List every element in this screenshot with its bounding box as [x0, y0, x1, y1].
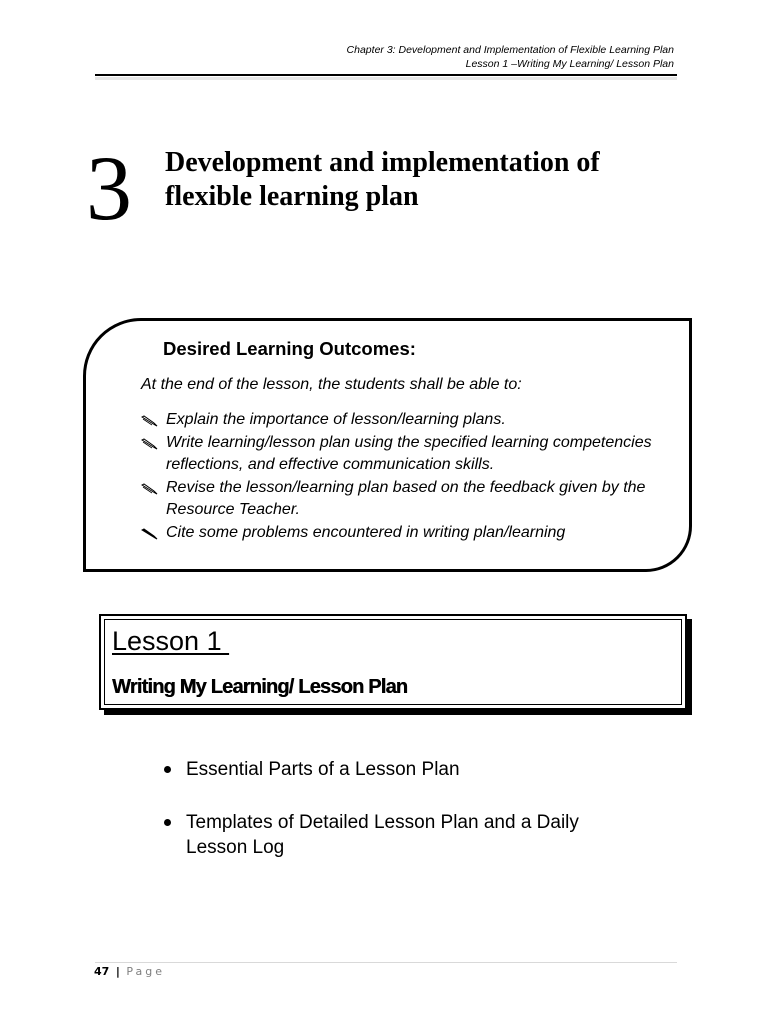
outcome-item — [141, 409, 681, 432]
pencil-icon — [141, 528, 158, 540]
lesson-number: Lesson 1 — [112, 626, 230, 656]
pencil-icon — [141, 438, 158, 450]
page-label: Page — [126, 965, 165, 978]
outcomes-list — [141, 409, 681, 544]
topics-list — [162, 757, 642, 888]
pencil-icon — [141, 415, 158, 427]
outcome-text: Cite some problems encountered in writing plan/learning — [166, 523, 566, 541]
chapter-number: 3 — [86, 137, 132, 239]
outcomes-intro: At the end of the lesson, the students shall be able to: — [141, 376, 522, 393]
bullet-dot-icon — [164, 766, 171, 773]
outcomes-title: Desired Learning Outcomes: — [163, 338, 416, 359]
outcome-text: Explain the importance of lesson/learning plans. — [166, 411, 506, 428]
bullet-dot-icon — [164, 819, 171, 826]
chapter-title: Development and implementation of flexible learning plan — [165, 147, 600, 212]
topic-text: Templates of Detailed Lesson Plan and a Daily Lesson Log — [186, 812, 579, 858]
outcome-text: Revise the lesson/learning plan based on the feedback given by the Resource Teacher. — [166, 478, 646, 518]
header-chapter-line: Chapter 3: Development and Implementation of Flexible Learning Plan — [346, 44, 674, 56]
pencil-icon — [141, 483, 158, 495]
learning-outcomes-box — [83, 318, 692, 572]
outcome-text: Write learning/lesson plan using the specified learning competencies reflections, and effective communication skills. — [166, 433, 652, 473]
topic-text: Essential Parts of a Lesson Plan — [186, 759, 460, 780]
footer-rule — [95, 962, 677, 963]
outcome-item — [141, 432, 681, 477]
page-footer — [94, 965, 165, 978]
header-rule — [95, 74, 677, 76]
outcome-item — [141, 477, 681, 522]
running-header — [347, 43, 674, 71]
outcome-item — [141, 522, 681, 545]
lesson-title: Writing My Learning/ Lesson Plan — [112, 676, 408, 698]
page-number: 47 — [94, 965, 110, 978]
topic-item — [162, 810, 642, 860]
topic-item — [162, 757, 642, 782]
header-rule-shadow — [95, 77, 677, 80]
page-separator: | — [115, 965, 120, 978]
header-lesson-line: Lesson 1 –Writing My Learning/ Lesson Plan — [465, 58, 674, 70]
lesson-title-box-inner — [104, 619, 682, 705]
lesson-title-box — [99, 614, 687, 710]
